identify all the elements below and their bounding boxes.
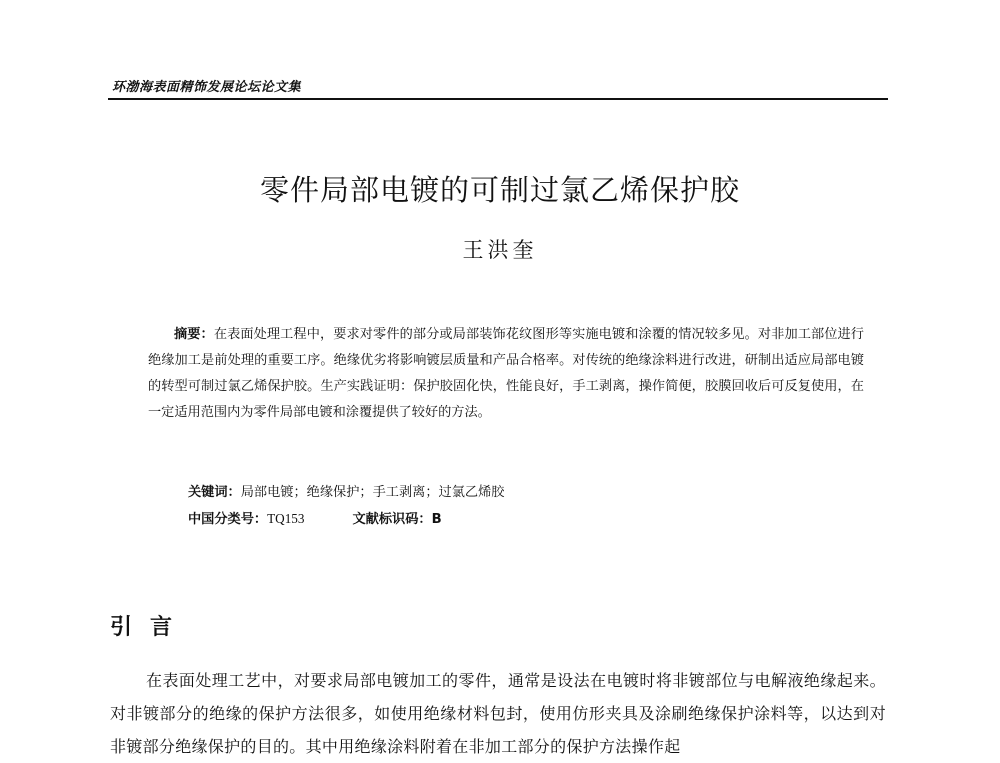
header-rule bbox=[108, 98, 888, 100]
paper-author: 王洪奎 bbox=[462, 238, 538, 262]
section-heading: 引言 bbox=[110, 615, 191, 640]
intro-paragraph: 在表面处理工艺中，对要求局部电镀加工的零件，通常是设法在电镀时将非镀部位与电解液绝缘起来。对非镀部分的绝缘的保护方法很多，如使用绝缘材料包封，使用仿形夹具及涂刷绝缘保护涂料等，以达到对非镀部分绝缘保护的目的。其中用绝缘涂料附着在非加工部分的保护方法操作起 bbox=[110, 671, 886, 756]
doc-code-value: B bbox=[431, 512, 442, 527]
abstract-label: 摘要： bbox=[174, 327, 214, 342]
keywords bbox=[188, 480, 505, 506]
clc-value: TQ153 bbox=[267, 511, 305, 526]
abstract bbox=[148, 322, 864, 426]
clc-label: 中国分类号： bbox=[188, 512, 268, 527]
doc-code-label: 文献标识码： bbox=[352, 512, 432, 527]
classification bbox=[188, 506, 442, 533]
keywords-label: 关键词： bbox=[188, 485, 241, 500]
running-head: 环渤海表面精饰发展论坛论文集 bbox=[112, 80, 302, 95]
paper-title: 零件局部电镀的可制过氯乙烯保护胶 bbox=[259, 173, 740, 207]
keywords-text: 局部电镀；绝缘保护；手工剥离；过氯乙烯胶 bbox=[240, 485, 505, 500]
abstract-text: 在表面处理工程中，要求对零件的部分或局部装饰花纹图形等实施电镀和涂覆的情况较多见。对非加工部位进行绝缘加工是前处理的重要工序。绝缘优劣将影响镀层质量和产品合格率。对传统的绝缘涂料进行改进，研制出适应局部电镀的转型可制过氯乙烯保护胶。生产实践证明：保护胶固化快，性能良好，手工剥离，操作简便，胶膜回收后可反复使用，在一定适用范围内为零件局部电镀和涂覆提供了较好的方法。 bbox=[148, 327, 864, 420]
